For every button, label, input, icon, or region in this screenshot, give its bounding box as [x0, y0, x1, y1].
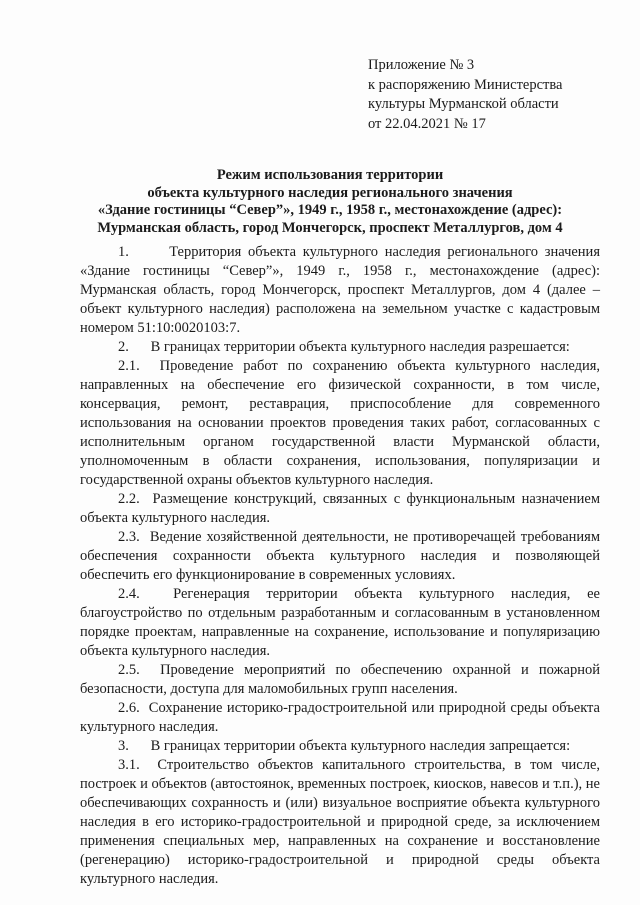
appendix-header	[368, 56, 618, 134]
paragraph-2-5: 2.5. Проведение мероприятий по обеспечению охранной и пожарной безопасности, доступа для маломобильных групп населения.	[80, 662, 600, 697]
document-title	[80, 167, 580, 237]
paragraph-1: 1. Территория объекта культурного наследия регионального значения «Здание гостиницы “Север”», 1949 г., 1958 г., местонахождение (адрес): Мурманская область, город Мончегорск, проспект Металлургов, дом 4 (далее – объект культурного наследия) расположена на земельном участке с кадастровым номером 51:10:0020103:7.	[80, 244, 600, 336]
paragraph-2-1: 2.1. Проведение работ по сохранению объекта культурного наследия, направленных на обеспечение его физической сохранности, в том числе, консервация, ремонт, реставрация, приспособление для современного использования на основании проектов проведения таких работ, согласованных с исполнительным органом государственной власти Мурманской области, уполномоченным в области сохранения, использования, популяризации и государственной охраны объектов культурного наследия.	[80, 358, 600, 488]
title-line-3: «Здание гостиницы “Север”», 1949 г., 1958 г., местонахождение (адрес):	[97, 202, 563, 218]
document-body	[80, 243, 600, 889]
paragraph-2-4: 2.4. Регенерация территории объекта культурного наследия, ее благоустройство по отдельным разработанным и согласованным в установленном порядке проектам, направленные на сохранение, использование и популяризацию объекта культурного наследия.	[80, 586, 600, 659]
paragraph-2-6: 2.6. Сохранение историко-градостроительной или природной среды объекта культурного наследия.	[80, 700, 600, 735]
title-line-2: объекта культурного наследия регионального значения	[147, 184, 513, 201]
paragraph-2-3: 2.3. Ведение хозяйственной деятельности, не противоречащей требованиям обеспечения сохранности объекта культурного наследия и позволяющей обеспечить его функционирование в современных условиях.	[80, 529, 600, 583]
paragraph-3: 3. В границах территории объекта культурного наследия запрещается:	[118, 738, 571, 754]
appendix-order-line: к распоряжению Министерства	[368, 76, 563, 93]
paragraph-2: 2. В границах территории объекта культурного наследия разрешается:	[118, 339, 570, 355]
appendix-date-line: от 22.04.2021 № 17	[368, 115, 486, 132]
paragraph-3-1: 3.1. Строительство объектов капитального строительства, в том числе, построек и объектов (автостоянок, временных построек, киосков, навесов и т.п.), не обеспечивающих сохранность и (или) визуальное восприятие объекта культурного наследия в его историко-градостроительной и природной среде, за исключением применения специальных мер, направленных на сохранение и восстановление (регенерацию) историко-градостроительной и природной среды объекта культурного наследия.	[80, 757, 600, 887]
title-line-4: Мурманская область, город Мончегорск, проспект Металлургов, дом 4	[97, 219, 563, 236]
paragraph-2-2: 2.2. Размещение конструкций, связанных с функциональным назначением объекта культурного наследия.	[80, 491, 600, 526]
appendix-number: Приложение № 3	[368, 57, 475, 73]
title-line-1: Режим использования территории	[216, 167, 444, 183]
appendix-ministry-line: культуры Мурманской области	[368, 96, 559, 112]
